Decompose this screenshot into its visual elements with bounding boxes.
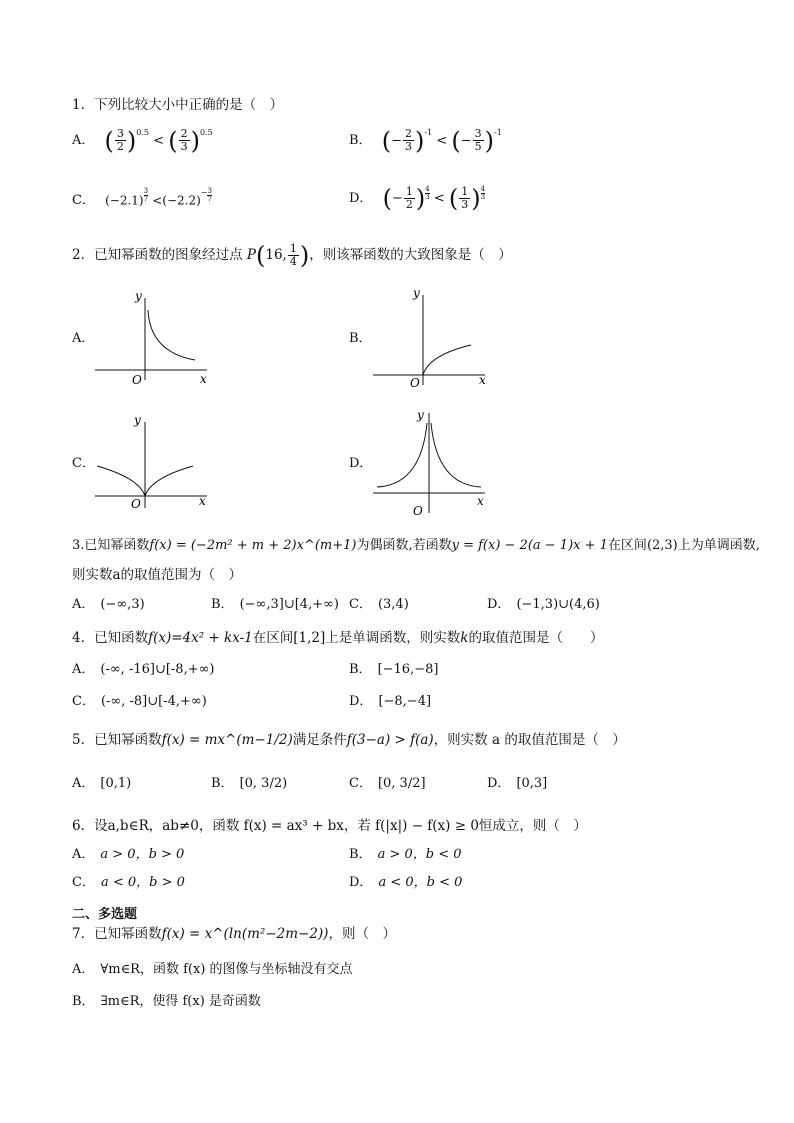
q6-option-b-text: a > 0，b < 0: [377, 847, 462, 862]
q6-option-a-label: A．: [72, 847, 95, 862]
question-3-line2: 则实数a的取值范围为（ ）: [72, 567, 243, 583]
q4-stem-post: 的取值范围是（ ）: [468, 630, 604, 646]
q3-line1-end: 上为单调函数,: [677, 538, 760, 553]
q5-option-a-label: A．: [72, 776, 95, 791]
q4-stem-pre: 4．已知函数: [72, 630, 149, 646]
q7-option-b-label: B．: [72, 994, 95, 1009]
q5-option-d-text: [0,3]: [516, 776, 548, 791]
question-7-stem: [72, 925, 396, 943]
q6-option-d[interactable]: [349, 874, 462, 892]
q2-a-origin-label: O: [132, 373, 142, 385]
q2-graph-c[interactable]: [95, 412, 215, 512]
q3-option-a-label: A．: [72, 597, 95, 612]
q7-option-a-text: ∀m∈R，函数 f(x) 的图像与坐标轴没有交点: [100, 962, 353, 977]
q5-option-c-label: C．: [349, 776, 372, 791]
q7-stem-pre: 7．已知幂函数: [72, 926, 162, 942]
q3-option-d-label: D．: [487, 597, 511, 612]
question-3-line1: [72, 537, 760, 555]
q4-option-d[interactable]: [349, 693, 431, 711]
q6-option-b[interactable]: [349, 846, 462, 864]
q4-option-a[interactable]: [72, 661, 215, 679]
q1-option-a-label: A．: [72, 133, 95, 149]
q3-interval: (2,3): [646, 538, 678, 553]
q3-option-c-label: C．: [349, 597, 372, 612]
q4-k: k: [460, 630, 469, 646]
q1-option-d-label: D．: [349, 191, 373, 206]
q4-option-d-label: D．: [349, 694, 373, 709]
q5-option-b[interactable]: [211, 775, 287, 793]
q2-d-x-label: x: [477, 494, 484, 508]
q3-line1-mid: 为偶函数,若函数: [356, 538, 452, 553]
q2-a-y-label: y: [135, 290, 142, 303]
q5-option-d-label: D．: [487, 776, 511, 791]
question-5-stem: [72, 731, 626, 749]
question-1-stem: 1．下列比较大小中正确的是（ ）: [72, 97, 284, 113]
q7-function: f(x) = x^(ln(m²−2m−2)): [161, 926, 329, 942]
q4-option-a-text: (-∞, -16]∪[-8,+∞): [100, 662, 215, 677]
q3-option-b-text: (−∞,3]∪[4,+∞): [239, 597, 339, 612]
q3-option-d[interactable]: [487, 596, 600, 614]
q6-option-a[interactable]: [72, 846, 184, 864]
q5-stem-post: ，则实数 a 的取值范围是（ ）: [433, 732, 626, 748]
q2-stem-post: ，则该幂函数的大致图象是（ ）: [309, 247, 512, 263]
q5-option-c[interactable]: [349, 775, 426, 793]
q6-option-a-text: a > 0，b > 0: [100, 847, 185, 862]
q3-option-c[interactable]: [349, 596, 409, 614]
q3-option-d-text: (−1,3)∪(4,6): [516, 597, 600, 612]
q6-option-d-text: a < 0，b < 0: [378, 875, 463, 890]
q5-option-a-text: [0,1): [100, 776, 132, 791]
q2-graph-b[interactable]: [373, 287, 493, 387]
q5-stem-pre: 5．已知幂函数: [72, 732, 162, 748]
q1-option-b[interactable]: B． (− $\frac{2}{3}$ )$^{-1}$ < (− $\frac{3}{5}$ )$^{-1}$: [349, 126, 502, 155]
q5-function: f(x) = mx^(m−1/2): [161, 732, 293, 748]
q4-option-b[interactable]: [349, 661, 438, 679]
q5-option-b-label: B．: [211, 776, 234, 791]
q5-condition: f(3−a) > f(a): [346, 732, 434, 748]
q4-option-a-label: A．: [72, 662, 95, 677]
q6-option-d-label: D．: [349, 875, 373, 890]
q3-function-g: y = f(x) − 2(a − 1)x + 1: [451, 538, 608, 553]
q2-option-c-label[interactable]: C．: [72, 456, 95, 471]
q7-option-b[interactable]: [72, 993, 261, 1011]
q3-line1-post: 在区间: [607, 538, 647, 553]
q7-option-a[interactable]: [72, 961, 353, 979]
q2-graph-d[interactable]: [373, 405, 493, 517]
q4-option-d-text: [−8,−4]: [378, 694, 432, 709]
q3-option-b[interactable]: [211, 596, 339, 614]
q3-function-f: f(x) = (−2m² + m + 2)x^(m+1): [149, 538, 357, 553]
q1-option-d[interactable]: D． (− $\frac{1}{2}$ ) $\frac{4}{3}$ < ( $\frac{1}{3}$ ) $\frac{4}{3}$: [349, 184, 486, 213]
q5-stem-mid: 满足条件: [292, 732, 347, 748]
q2-c-origin-label: O: [131, 497, 141, 511]
q2-option-d-label[interactable]: D．: [349, 456, 373, 471]
q2-option-b-label[interactable]: B．: [349, 331, 372, 346]
q7-stem-post: ，则（ ）: [328, 926, 396, 942]
q4-option-c-label: C．: [72, 694, 95, 709]
q3-option-b-label: B．: [211, 597, 234, 612]
q3-option-a-text: (−∞,3): [100, 597, 145, 612]
q2-b-y-label: y: [413, 287, 420, 300]
q6-option-b-label: B．: [349, 847, 372, 862]
q2-d-y-label: y: [417, 408, 424, 422]
q4-option-b-label: B．: [349, 662, 372, 677]
question-6-stem: 6．设a,b∈R，ab≠0，函数 f(x) = ax³ + bx，若 f(|x|) − f(x) ≥ 0恒成立，则（ ）: [72, 818, 587, 834]
q3-option-a[interactable]: [72, 596, 145, 614]
question-2-stem: 2．已知幂函数的图象经过点 P(16, $\frac{1}{4}$ )，则该幂函数的大致图象是（ ）: [72, 241, 512, 270]
q2-option-a-label[interactable]: A．: [72, 331, 95, 346]
q6-option-c[interactable]: [72, 874, 185, 892]
q2-c-y-label: y: [134, 413, 141, 427]
q2-a-x-label: x: [200, 372, 207, 385]
q2-graph-a[interactable]: [95, 290, 215, 385]
q3-line1-pre: 3.已知幂函数: [72, 538, 150, 553]
q2-b-x-label: x: [479, 373, 486, 387]
q1-option-c-label: C．: [72, 193, 95, 209]
q5-option-d[interactable]: [487, 775, 547, 793]
q2-stem-pre: 2．已知幂函数的图象经过点: [72, 247, 243, 263]
section-heading-multiple-choice: 二、多选题: [72, 907, 138, 922]
q4-stem-mid: 在区间[1,2]上是单调函数，则实数: [252, 630, 461, 646]
q1-option-b-label: B．: [349, 133, 372, 149]
q7-option-b-text: ∃m∈R，使得 f(x) 是奇函数: [100, 994, 261, 1009]
q2-d-origin-label: O: [413, 504, 423, 517]
q4-option-c[interactable]: [72, 693, 207, 711]
q5-option-c-text: [0, 3/2]: [377, 776, 426, 791]
q4-option-b-text: [−16,−8]: [377, 662, 439, 677]
q6-option-c-text: a < 0，b > 0: [100, 875, 185, 890]
q2-b-origin-label: O: [410, 376, 420, 387]
q1-option-c[interactable]: C． (−2.1) $\frac{3}{7}$ <(−2.2)− $\frac{3}{7}$: [72, 187, 212, 209]
q4-function: f(x)=4x² + kx-1: [148, 630, 253, 646]
q3-option-c-text: (3,4): [377, 597, 409, 612]
q6-option-c-label: C．: [72, 875, 95, 890]
q2-c-x-label: x: [199, 494, 206, 508]
question-4-stem: [72, 629, 603, 647]
q4-option-c-text: (-∞, -8]∪[-4,+∞): [100, 694, 207, 709]
q5-option-b-text: [0, 3/2): [239, 776, 288, 791]
q5-option-a[interactable]: [72, 775, 131, 793]
q7-option-a-label: A．: [72, 962, 95, 977]
q1-option-a[interactable]: A． ( $\frac{3}{2}$ )$^{0.5}$ < ( $\frac{2}{3}$ )$^{0.5}$: [72, 126, 213, 155]
